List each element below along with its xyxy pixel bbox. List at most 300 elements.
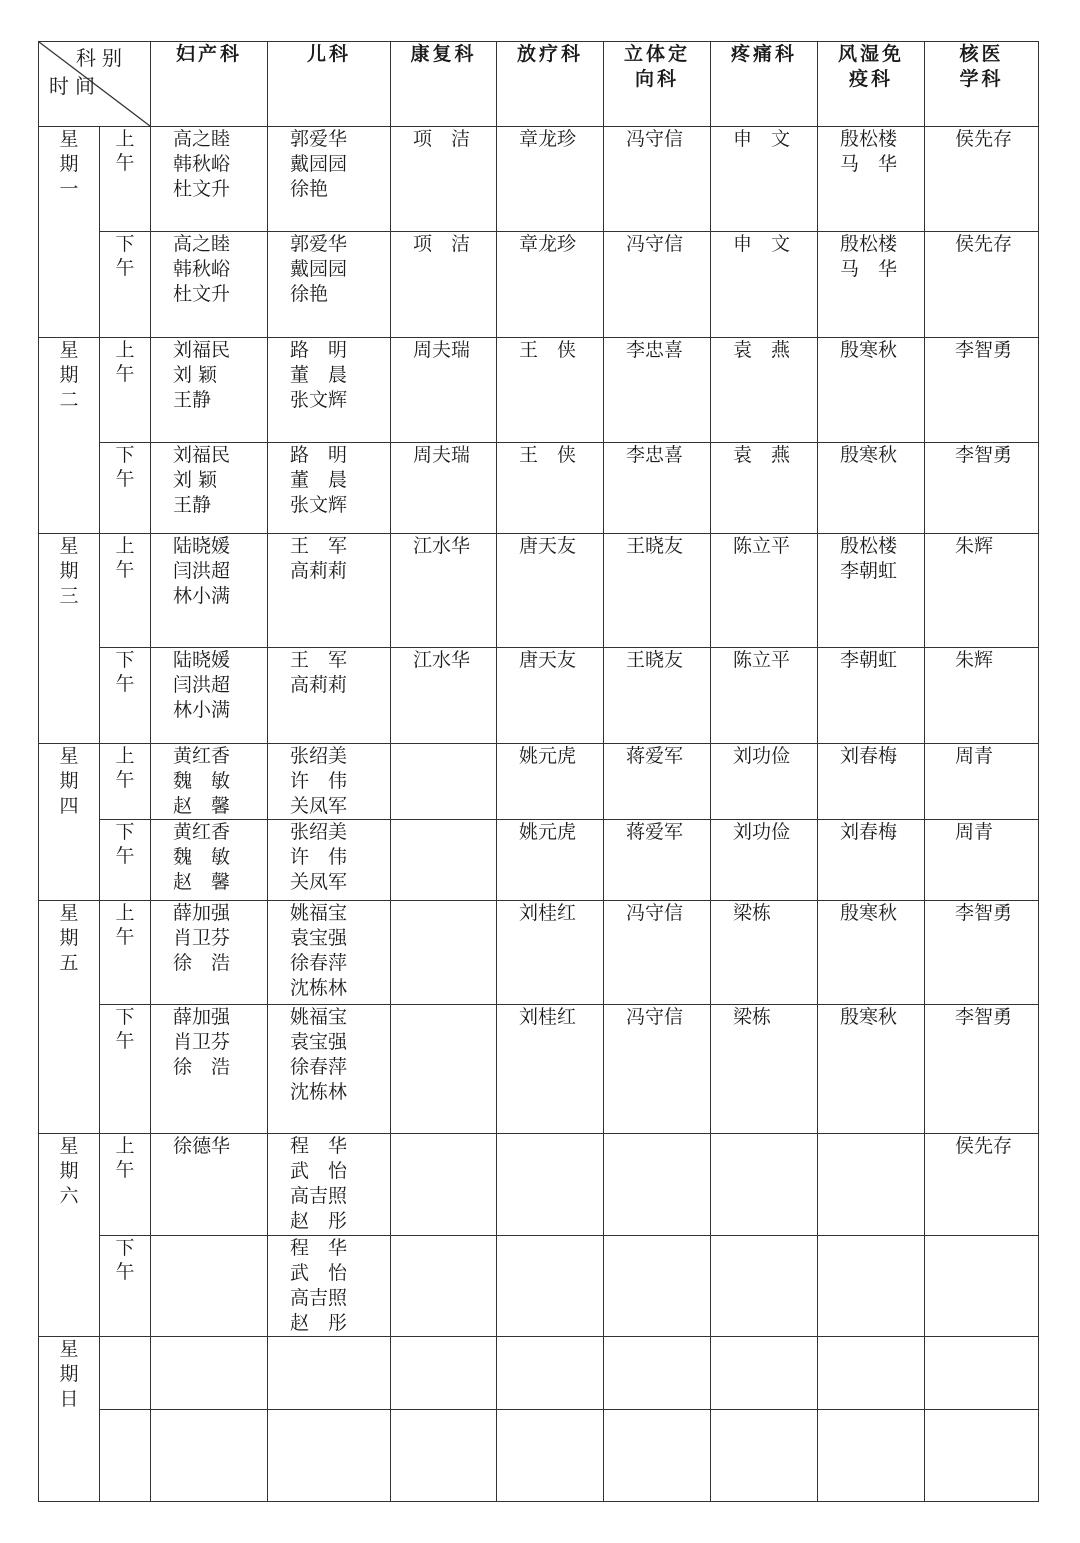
doctor-name: 许 伟 [290,770,348,792]
doctor-name: 李朝虹 [840,560,898,582]
period-label-text: 上午 [115,745,135,791]
doctor-cell [497,1236,604,1337]
doctor-cell [268,443,391,534]
doctor-name: 闫洪超 [173,560,231,582]
doctor-cell [497,901,604,1005]
doctor-cell [925,127,1039,232]
doctor-cell [818,744,925,820]
doctor-name: 蒋爱军 [626,821,684,843]
period-label [100,1005,151,1134]
doctor-cell [818,1236,925,1337]
day-label [39,127,100,338]
doctor-name: 殷寒秋 [840,444,898,466]
doctor-cell [604,127,711,232]
doctor-cell [497,338,604,443]
doctor-name: 申 文 [733,128,791,150]
doctor-cell [711,1337,818,1410]
doctor-name: 王晓友 [626,535,684,557]
doctor-cell [268,338,391,443]
dept-header: 康复科 [391,42,497,127]
doctor-cell [391,1337,497,1410]
period-label-text: 下午 [115,1237,135,1283]
period-label-text: 下午 [115,233,135,279]
dept-header: 妇产科 [151,42,268,127]
doctor-cell [151,1134,268,1236]
period-label [100,901,151,1005]
doctor-cell [391,1005,497,1134]
doctor-name: 李忠喜 [626,444,684,466]
doctor-cell [818,648,925,744]
doctor-cell [818,443,925,534]
doctor-cell [711,1236,818,1337]
doctor-name: 刘桂红 [519,902,577,924]
doctor-name: 袁宝强 [290,927,348,949]
doctor-name: 袁 燕 [733,339,791,361]
doctor-cell [497,820,604,901]
doctor-cell [925,443,1039,534]
doctor-name: 李智勇 [955,1006,1013,1028]
doctor-name: 袁 燕 [733,444,791,466]
doctor-name: 马 华 [840,258,898,280]
doctor-cell [925,338,1039,443]
doctor-cell [497,1410,604,1502]
doctor-name: 杜文升 [173,178,231,200]
doctor-name: 黄红香 [173,745,231,767]
doctor-cell [604,1134,711,1236]
period-label [100,232,151,338]
doctor-cell [604,1337,711,1410]
doctor-name: 姚元虎 [519,821,577,843]
doctor-cell [925,534,1039,648]
doctor-name: 刘 颖 [173,469,218,491]
doctor-name: 韩秋峪 [173,258,231,280]
doctor-cell [497,127,604,232]
doctor-cell [604,648,711,744]
doctor-cell [604,443,711,534]
period-label [100,744,151,820]
day-label-text: 星期六 [59,1135,79,1207]
period-label-text: 下午 [115,649,135,695]
doctor-name: 关凤军 [290,795,348,817]
period-label [100,1236,151,1337]
doctor-name: 李智勇 [955,902,1013,924]
doctor-cell [925,1005,1039,1134]
doctor-name: 姚元虎 [519,745,577,767]
day-label [39,1337,100,1502]
doctor-name: 刘福民 [173,339,231,361]
schedule-row [39,1005,1039,1134]
period-label [100,443,151,534]
doctor-name: 王 军 [290,649,348,671]
doctor-cell [497,232,604,338]
doctor-cell [268,1236,391,1337]
doctor-name: 林小满 [173,585,231,607]
doctor-name: 朱辉 [955,535,994,557]
doctor-cell [268,820,391,901]
schedule-row [39,648,1039,744]
day-label [39,1134,100,1337]
doctor-name: 周青 [955,821,994,843]
doctor-cell [497,1134,604,1236]
doctor-name: 冯守信 [626,1006,684,1028]
doctor-cell [925,1410,1039,1502]
doctor-name: 殷寒秋 [840,902,898,924]
doctor-cell [818,1005,925,1134]
doctor-cell [391,338,497,443]
doctor-cell [604,338,711,443]
doctor-name: 戴园园 [290,153,348,175]
doctor-cell [497,744,604,820]
doctor-cell [391,443,497,534]
doctor-name: 项 洁 [413,128,471,150]
doctor-name: 郭爱华 [290,128,348,150]
doctor-name: 关凤军 [290,871,348,893]
schedule-row [39,338,1039,443]
doctor-name: 章龙珍 [519,128,577,150]
doctor-cell [268,232,391,338]
doctor-name: 刘春梅 [840,821,898,843]
schedule-row [39,127,1039,232]
doctor-name: 周夫瑞 [413,339,471,361]
duty-schedule-table [38,41,1039,1502]
doctor-name: 冯守信 [626,233,684,255]
schedule-row [39,1134,1039,1236]
doctor-cell [391,232,497,338]
doctor-name: 王 侠 [519,339,577,361]
doctor-cell [925,232,1039,338]
doctor-cell [818,1410,925,1502]
doctor-name: 刘桂红 [519,1006,577,1028]
doctor-name: 殷松楼 [840,128,898,150]
doctor-cell [151,127,268,232]
doctor-cell [604,534,711,648]
doctor-cell [711,534,818,648]
doctor-cell [151,901,268,1005]
doctor-cell [711,1134,818,1236]
doctor-name: 董 晨 [290,469,348,491]
doctor-name: 程 华 [290,1237,348,1259]
doctor-cell [711,820,818,901]
doctor-name: 董 晨 [290,364,348,386]
doctor-cell [268,744,391,820]
doctor-name: 殷松楼 [840,535,898,557]
dept-header-text: 核医学科 [959,43,1004,90]
doctor-name: 郭爱华 [290,233,348,255]
doctor-cell [925,901,1039,1005]
doctor-name: 殷寒秋 [840,1006,898,1028]
doctor-name: 薛加强 [173,1006,231,1028]
doctor-name: 王晓友 [626,649,684,671]
doctor-cell [268,534,391,648]
dept-header: 疼痛科 [711,42,818,127]
period-label-text: 上午 [115,535,135,581]
schedule-row [39,901,1039,1005]
doctor-name: 刘功俭 [733,745,791,767]
doctor-name: 徐艳 [290,283,329,305]
doctor-name: 姚福宝 [290,902,348,924]
dept-header-text: 立体定向科 [623,43,690,90]
doctor-name: 殷寒秋 [840,339,898,361]
doctor-cell [818,534,925,648]
doctor-name: 高莉莉 [290,560,348,582]
doctor-cell [151,820,268,901]
doctor-cell [925,820,1039,901]
doctor-cell [497,534,604,648]
doctor-cell [497,1337,604,1410]
doctor-name: 殷松楼 [840,233,898,255]
doctor-name: 陈立平 [733,535,791,557]
doctor-cell [391,1236,497,1337]
doctor-name: 刘功俭 [733,821,791,843]
doctor-name: 武 怡 [290,1160,348,1182]
doctor-cell [604,1236,711,1337]
doctor-name: 张绍美 [290,745,348,767]
doctor-name: 陆晓媛 [173,535,231,557]
doctor-cell [711,443,818,534]
doctor-cell [151,744,268,820]
doctor-name: 周青 [955,745,994,767]
doctor-name: 王静 [173,494,212,516]
doctor-name: 赵 馨 [173,795,231,817]
day-label-text: 星期二 [59,339,79,411]
doctor-cell [818,901,925,1005]
doctor-cell [391,534,497,648]
doctor-name: 林小满 [173,699,231,721]
doctor-name: 高吉照 [290,1185,348,1207]
doctor-name: 侯先存 [955,128,1013,150]
period-label-text: 下午 [115,1006,135,1052]
doctor-cell [711,232,818,338]
doctor-name: 梁栋 [733,902,772,924]
doctor-name: 梁栋 [733,1006,772,1028]
doctor-name: 江水华 [413,649,471,671]
doctor-name: 高之睦 [173,128,231,150]
day-label [39,338,100,534]
doctor-cell [818,1337,925,1410]
doctor-name: 王静 [173,389,212,411]
doctor-cell [268,1410,391,1502]
dept-header [818,42,925,127]
day-label-text: 星期日 [59,1338,79,1410]
doctor-name: 侯先存 [955,233,1013,255]
doctor-cell [818,1134,925,1236]
doctor-cell [268,1005,391,1134]
doctor-name: 李忠喜 [626,339,684,361]
doctor-cell [151,1005,268,1134]
doctor-cell [925,648,1039,744]
doctor-name: 申 文 [733,233,791,255]
schedule-row [39,1337,1039,1410]
period-label-text: 上午 [115,128,135,174]
doctor-cell [391,820,497,901]
corner-cell [39,42,151,127]
doctor-name: 陈立平 [733,649,791,671]
doctor-name: 高莉莉 [290,674,348,696]
doctor-name: 刘 颖 [173,364,218,386]
day-label-text: 星期四 [59,745,79,817]
dept-header: 儿科 [268,42,391,127]
doctor-name: 刘福民 [173,444,231,466]
doctor-name: 朱辉 [955,649,994,671]
doctor-cell [151,1410,268,1502]
period-label-text: 下午 [115,821,135,867]
doctor-name: 肖卫芬 [173,1031,231,1053]
doctor-cell [711,338,818,443]
doctor-cell [151,1236,268,1337]
corner-dept-label: 科别 [76,46,128,70]
schedule-row [39,534,1039,648]
dept-header: 放疗科 [497,42,604,127]
doctor-cell [391,1134,497,1236]
doctor-name: 张文辉 [290,494,348,516]
period-label [100,127,151,232]
doctor-name: 赵 彤 [290,1210,348,1232]
period-label-text: 上午 [115,1135,135,1181]
doctor-cell [268,648,391,744]
doctor-name: 项 洁 [413,233,471,255]
dept-header [604,42,711,127]
doctor-cell [604,1410,711,1502]
doctor-cell [151,338,268,443]
doctor-name: 蒋爱军 [626,745,684,767]
doctor-cell [391,744,497,820]
doctor-cell [711,1410,818,1502]
day-label-text: 星期三 [59,535,79,607]
doctor-name: 高之睦 [173,233,231,255]
doctor-cell [711,901,818,1005]
doctor-name: 许 伟 [290,846,348,868]
doctor-name: 魏 敏 [173,846,231,868]
doctor-cell [604,744,711,820]
day-label-text: 星期一 [59,128,79,200]
doctor-name: 章龙珍 [519,233,577,255]
schedule-row [39,820,1039,901]
doctor-name: 冯守信 [626,902,684,924]
doctor-name: 侯先存 [955,1135,1013,1157]
doctor-name: 江水华 [413,535,471,557]
doctor-name: 张绍美 [290,821,348,843]
period-label-text: 上午 [115,339,135,385]
doctor-cell [151,648,268,744]
doctor-name: 武 怡 [290,1262,348,1284]
doctor-name: 路 明 [290,339,348,361]
doctor-cell [711,1005,818,1134]
doctor-name: 徐德华 [173,1135,231,1157]
doctor-cell [604,820,711,901]
period-label [100,820,151,901]
doctor-cell [604,232,711,338]
doctor-name: 冯守信 [626,128,684,150]
period-label-text: 上午 [115,902,135,948]
doctor-name: 闫洪超 [173,674,231,696]
doctor-name: 王 军 [290,535,348,557]
period-label [100,534,151,648]
doctor-name: 路 明 [290,444,348,466]
doctor-cell [604,901,711,1005]
header-row [39,42,1039,127]
doctor-cell [391,648,497,744]
doctor-name: 徐 浩 [173,1056,231,1078]
doctor-cell [818,338,925,443]
doctor-cell [497,443,604,534]
doctor-cell [711,127,818,232]
doctor-name: 高吉照 [290,1287,348,1309]
doctor-name: 魏 敏 [173,770,231,792]
doctor-name: 王 侠 [519,444,577,466]
schedule-row [39,443,1039,534]
period-label [100,1337,151,1410]
doctor-cell [391,1410,497,1502]
doctor-name: 李智勇 [955,339,1013,361]
doctor-cell [268,1134,391,1236]
doctor-cell [497,648,604,744]
doctor-cell [711,648,818,744]
doctor-cell [151,1337,268,1410]
doctor-name: 戴园园 [290,258,348,280]
doctor-name: 徐春萍 [290,1056,348,1078]
doctor-cell [925,1236,1039,1337]
doctor-cell [818,820,925,901]
doctor-name: 唐天友 [519,535,577,557]
doctor-name: 徐 浩 [173,952,231,974]
doctor-cell [818,232,925,338]
doctor-name: 刘春梅 [840,745,898,767]
dept-header-text: 风湿免疫科 [837,43,904,90]
doctor-name: 张文辉 [290,389,348,411]
period-label [100,1410,151,1502]
doctor-cell [151,232,268,338]
doctor-name: 赵 彤 [290,1312,348,1334]
period-label [100,338,151,443]
doctor-cell [268,901,391,1005]
corner-time-label: 时间 [49,74,101,98]
doctor-name: 李智勇 [955,444,1013,466]
doctor-cell [925,744,1039,820]
doctor-cell [604,1005,711,1134]
period-label [100,648,151,744]
doctor-name: 周夫瑞 [413,444,471,466]
doctor-cell [391,901,497,1005]
day-label [39,744,100,901]
doctor-name: 徐春萍 [290,952,348,974]
doctor-name: 袁宝强 [290,1031,348,1053]
doctor-name: 姚福宝 [290,1006,348,1028]
doctor-name: 薛加强 [173,902,231,924]
doctor-cell [925,1337,1039,1410]
period-label-text: 下午 [115,444,135,490]
doctor-name: 沈栋林 [290,977,348,999]
doctor-name: 陆晓媛 [173,649,231,671]
doctor-name: 沈栋林 [290,1081,348,1103]
period-label [100,1134,151,1236]
doctor-name: 杜文升 [173,283,231,305]
day-label [39,534,100,744]
doctor-name: 程 华 [290,1135,348,1157]
doctor-name: 徐艳 [290,178,329,200]
doctor-name: 赵 馨 [173,871,231,893]
schedule-row [39,1410,1039,1502]
doctor-cell [391,127,497,232]
schedule-row [39,744,1039,820]
doctor-name: 唐天友 [519,649,577,671]
schedule-row [39,232,1039,338]
day-label-text: 星期五 [59,902,79,974]
doctor-cell [818,127,925,232]
doctor-cell [711,744,818,820]
doctor-name: 马 华 [840,153,898,175]
doctor-cell [151,443,268,534]
day-label [39,901,100,1134]
